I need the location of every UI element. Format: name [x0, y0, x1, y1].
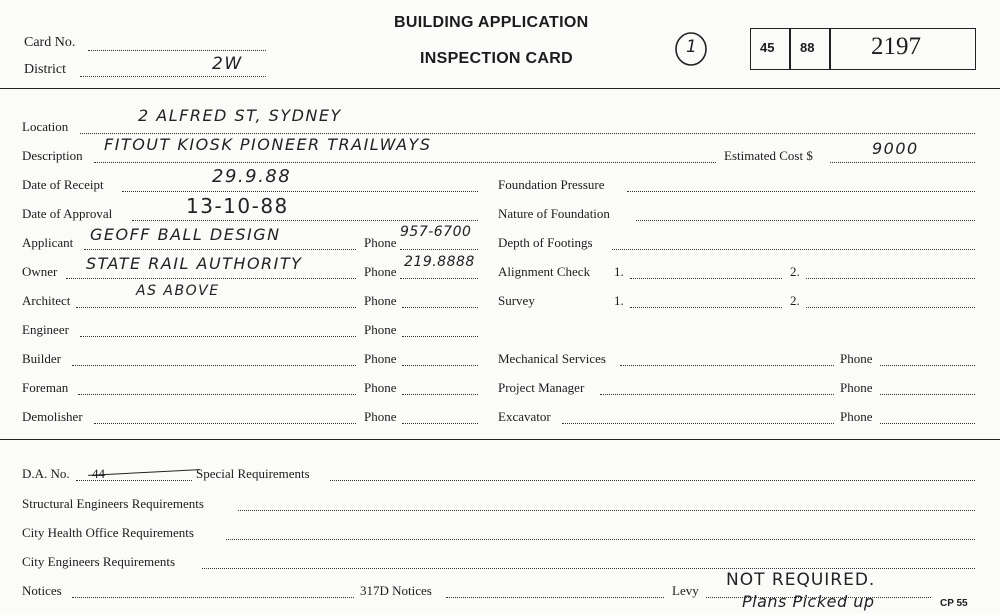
structural-label: Structural Engineers Requirements	[22, 496, 204, 511]
da-value: 44	[92, 466, 105, 481]
notices-317d-field[interactable]	[446, 597, 664, 598]
box-a	[750, 28, 790, 70]
excavator-phone-field[interactable]	[880, 423, 975, 424]
box-b-value: 88	[800, 40, 815, 55]
demolisher-phone-field[interactable]	[402, 423, 478, 424]
city-engineers-label: City Engineers Requirements	[22, 554, 176, 569]
city-engineers-field[interactable]	[202, 568, 975, 569]
district-field[interactable]	[80, 76, 266, 77]
health-field[interactable]	[226, 539, 975, 540]
alignment-item1-field[interactable]	[630, 278, 782, 279]
description-label: Description	[22, 148, 83, 163]
circled-number-value: 1	[686, 37, 699, 57]
architect-phone-field[interactable]	[402, 307, 478, 308]
demolisher-phone-label: Phone	[364, 409, 397, 424]
description-field[interactable]	[94, 162, 716, 163]
levy-value: NOT REQUIRED.	[726, 570, 876, 590]
card-no-label: Card No.	[24, 35, 76, 50]
applicant-phone-value: 957-6700	[400, 224, 472, 240]
builder-field[interactable]	[72, 365, 356, 366]
foundation-pressure-field[interactable]	[627, 191, 975, 192]
location-field[interactable]	[80, 133, 975, 134]
project-manager-label: Project Manager	[498, 380, 585, 395]
notices-field[interactable]	[72, 597, 354, 598]
card-number-box	[830, 28, 976, 70]
district-label: District	[24, 62, 66, 77]
box-a-value: 45	[760, 40, 775, 55]
alignment-item2-field[interactable]	[806, 278, 975, 279]
title-line2: INSPECTION CARD	[420, 50, 573, 67]
demolisher-field[interactable]	[94, 423, 356, 424]
mechanical-field[interactable]	[620, 365, 834, 366]
special-field[interactable]	[330, 480, 975, 481]
alignment-item2-label: 2.	[790, 264, 800, 279]
date-approval-field[interactable]	[132, 220, 478, 221]
applicant-phone-field[interactable]	[400, 249, 478, 250]
survey-item2-label: 2.	[790, 293, 800, 308]
excavator-phone-label: Phone	[840, 409, 873, 424]
foreman-label: Foreman	[22, 380, 69, 395]
special-label: Special Requirements	[196, 466, 310, 481]
architect-field[interactable]	[76, 307, 356, 308]
applicant-label: Applicant	[22, 235, 74, 250]
survey-item1-field[interactable]	[630, 307, 782, 308]
estimated-cost-field[interactable]	[830, 162, 975, 163]
engineer-field[interactable]	[80, 336, 356, 337]
box-b	[790, 28, 830, 70]
depth-footings-label: Depth of Footings	[498, 235, 593, 250]
survey-item1-label: 1.	[614, 293, 624, 308]
applicant-value: GEOFF BALL DESIGN	[90, 225, 281, 244]
district-value: 2W	[212, 54, 243, 74]
date-receipt-field[interactable]	[122, 191, 478, 192]
owner-phone-value: 219.8888	[404, 254, 475, 270]
foreman-phone-label: Phone	[364, 380, 397, 395]
form-code: CP 55	[940, 598, 968, 609]
architect-label: Architect	[22, 293, 71, 308]
architect-phone-label: Phone	[364, 293, 397, 308]
title-line1: BUILDING APPLICATION	[394, 14, 589, 31]
owner-phone-field[interactable]	[400, 278, 478, 279]
survey-item2-field[interactable]	[806, 307, 975, 308]
nature-foundation-label: Nature of Foundation	[498, 206, 610, 221]
estimated-cost-label: Estimated Cost $	[724, 148, 813, 163]
foreman-field[interactable]	[78, 394, 356, 395]
project-manager-phone-field[interactable]	[880, 394, 975, 395]
mechanical-phone-label: Phone	[840, 351, 873, 366]
location-label: Location	[22, 119, 69, 134]
builder-label: Builder	[22, 351, 61, 366]
demolisher-label: Demolisher	[22, 409, 83, 424]
project-manager-phone-label: Phone	[840, 380, 873, 395]
excavator-field[interactable]	[562, 423, 834, 424]
card-no-field[interactable]	[88, 50, 266, 51]
builder-phone-field[interactable]	[402, 365, 478, 366]
owner-phone-label: Phone	[364, 264, 397, 279]
engineer-phone-label: Phone	[364, 322, 397, 337]
levy-note: Plans Picked up	[742, 592, 875, 611]
notices-label: Notices	[22, 583, 62, 598]
card-number: 2197	[871, 33, 921, 60]
date-approval-label: Date of Approval	[22, 206, 113, 221]
excavator-label: Excavator	[498, 409, 551, 424]
owner-label: Owner	[22, 264, 58, 279]
estimated-cost-value: 9000	[872, 139, 919, 158]
date-receipt-label: Date of Receipt	[22, 177, 104, 192]
structural-field[interactable]	[238, 510, 975, 511]
engineer-phone-field[interactable]	[402, 336, 478, 337]
project-manager-field[interactable]	[600, 394, 834, 395]
location-value: 2 ALFRED ST, SYDNEY	[138, 106, 342, 125]
alignment-check-label: Alignment Check	[498, 264, 591, 279]
survey-label: Survey	[498, 293, 535, 308]
da-label: D.A. No.	[22, 466, 70, 481]
health-label: City Health Office Requirements	[22, 525, 194, 540]
applicant-field[interactable]	[84, 249, 356, 250]
levy-label: Levy	[672, 583, 699, 598]
divider-top	[0, 88, 1000, 89]
foundation-pressure-label: Foundation Pressure	[498, 177, 605, 192]
date-receipt-value: 29.9.88	[212, 166, 292, 187]
mechanical-phone-field[interactable]	[880, 365, 975, 366]
divider-middle	[0, 439, 1000, 440]
notices-317d-label: 317D Notices	[360, 583, 432, 598]
circled-number	[672, 30, 710, 68]
mechanical-label: Mechanical Services	[498, 351, 606, 366]
alignment-item1-label: 1.	[614, 264, 624, 279]
description-value: FITOUT KIOSK PIONEER TRAILWAYS	[104, 135, 432, 154]
foreman-phone-field[interactable]	[402, 394, 478, 395]
applicant-phone-label: Phone	[364, 235, 397, 250]
depth-footings-field[interactable]	[612, 249, 975, 250]
owner-value: STATE RAIL AUTHORITY	[86, 254, 303, 273]
nature-foundation-field[interactable]	[636, 220, 975, 221]
engineer-label: Engineer	[22, 322, 69, 337]
date-approval-value: 13-10-88	[186, 194, 289, 218]
architect-value: AS ABOVE	[136, 283, 220, 299]
owner-field[interactable]	[66, 278, 356, 279]
builder-phone-label: Phone	[364, 351, 397, 366]
